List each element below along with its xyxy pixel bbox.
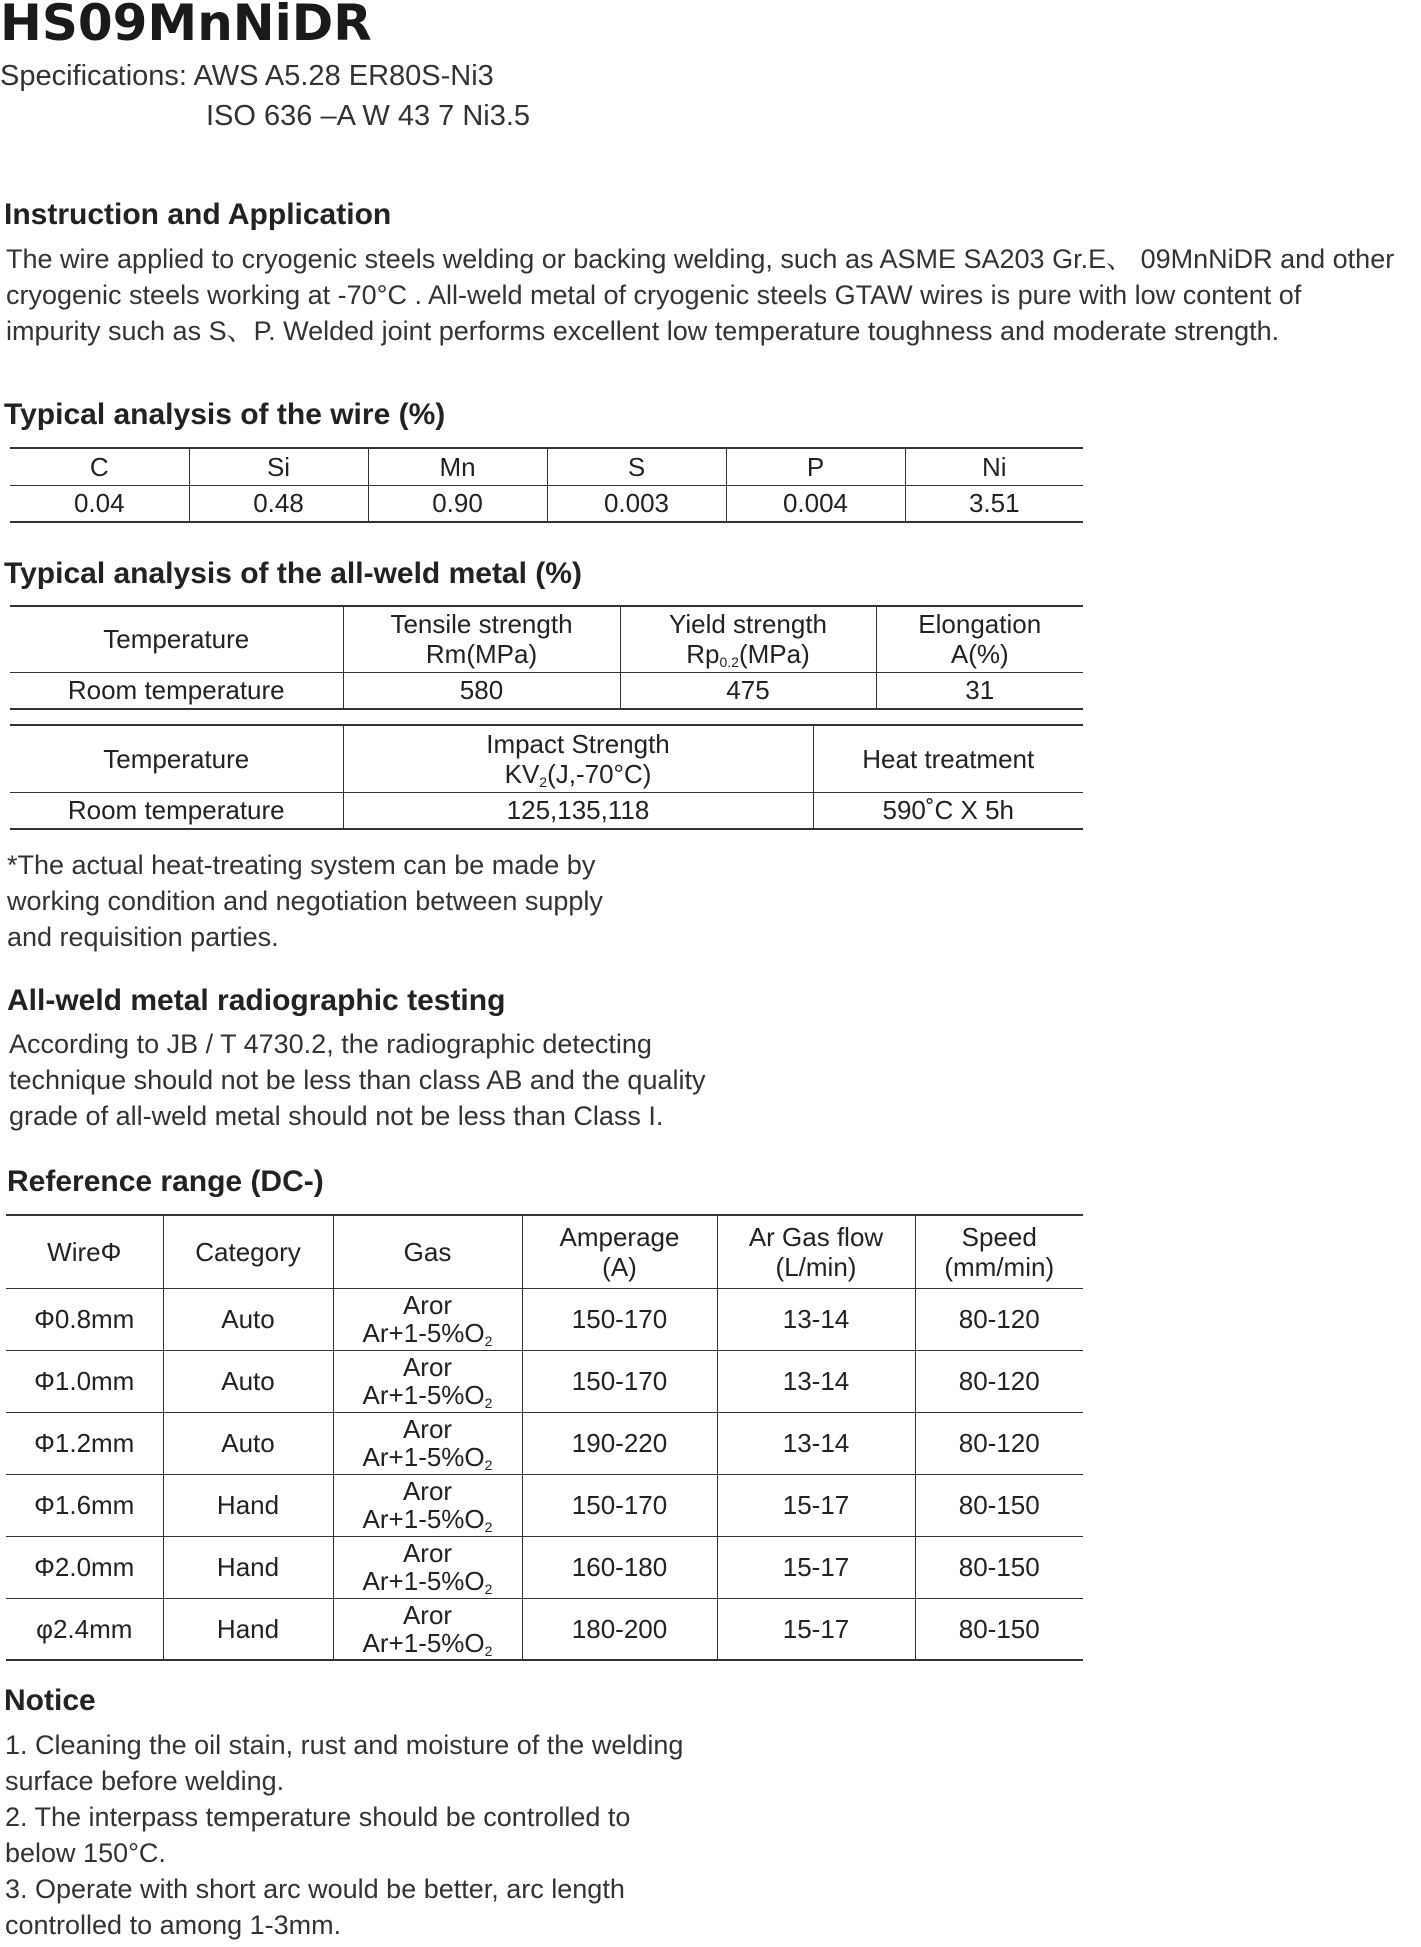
notice-line: surface before welding.: [5, 1766, 285, 1796]
header-temperature: Temperature: [10, 606, 343, 672]
table-cell: 475: [620, 672, 876, 709]
table-row: [6, 1350, 1083, 1412]
header-gas-flow: [717, 1215, 915, 1288]
table-row: [6, 1474, 1083, 1536]
cell-wire: Φ2.0mm: [6, 1536, 163, 1598]
radiographic-line: grade of all-weld metal should not be less than Class I.: [9, 1101, 664, 1131]
gas-line: [334, 1381, 522, 1409]
header-cell: S: [547, 448, 726, 485]
cell-gas: [333, 1288, 522, 1350]
product-title: HS09MnNiDR: [0, 0, 372, 52]
table-row: [10, 485, 1083, 522]
table-cell: 0.48: [189, 485, 368, 522]
header-text: (MPa): [738, 639, 810, 670]
header-line: Elongation: [918, 609, 1042, 640]
specification-aws: AWS A5.28 ER80S-Ni3: [193, 60, 494, 92]
header-line: Ar Gas flow: [748, 1221, 884, 1252]
header-line: [344, 759, 813, 789]
header-yield-strength: [620, 606, 876, 672]
gas-line: Aror: [402, 1538, 453, 1568]
footnote-line: *The actual heat-treating system can be made by: [7, 850, 596, 880]
cell-category: Hand: [163, 1598, 333, 1660]
cell-gas-flow: 15-17: [717, 1474, 915, 1536]
specifications-label: Specifications:: [0, 60, 187, 92]
radiographic-line: According to JB / T 4730.2, the radiographic detecting: [9, 1029, 652, 1059]
impact-strength-table: [10, 724, 1083, 830]
header-line: A(%): [950, 639, 1009, 670]
header-amperage: [522, 1215, 717, 1288]
header-line: Amperage: [559, 1221, 680, 1252]
gas-line: [334, 1443, 522, 1471]
header-line: Speed: [961, 1221, 1037, 1252]
header-temperature: Temperature: [10, 725, 343, 792]
header-line: Tensile strength: [390, 609, 573, 640]
wire-analysis-table: [10, 447, 1083, 523]
cell-speed: 80-150: [915, 1598, 1083, 1660]
header-text: KV: [504, 758, 540, 789]
notice-line: 2. The interpass temperature should be controlled to: [5, 1802, 631, 1832]
wire-analysis-heading: Typical analysis of the wire (%): [4, 398, 446, 431]
cell-amperage: 150-170: [522, 1474, 717, 1536]
gas-text: Ar+1-5%O: [362, 1504, 485, 1534]
weld-analysis-heading: Typical analysis of the all-weld metal (%): [4, 557, 582, 590]
table-row: [6, 1412, 1083, 1474]
subscript: 2: [484, 1457, 493, 1473]
cell-gas-flow: 13-14: [717, 1412, 915, 1474]
gas-line: Aror: [402, 1414, 453, 1444]
specifications: [0, 60, 494, 93]
table-cell: 0.004: [726, 485, 905, 522]
cell-gas-flow: 15-17: [717, 1598, 915, 1660]
notice-line: 1. Cleaning the oil stain, rust and moisture of the welding: [5, 1730, 684, 1760]
cell-wire: Φ1.6mm: [6, 1474, 163, 1536]
gas-line: [334, 1567, 522, 1595]
table-row: [6, 1536, 1083, 1598]
cell-gas: [333, 1412, 522, 1474]
header-line: Yield strength: [668, 609, 828, 640]
radiographic-heading: All-weld metal radiographic testing: [7, 984, 506, 1017]
cell-category: Auto: [163, 1288, 333, 1350]
header-line: (L/min): [775, 1251, 857, 1282]
cell-amperage: 190-220: [522, 1412, 717, 1474]
cell-gas-flow: 13-14: [717, 1350, 915, 1412]
gas-line: Aror: [402, 1599, 453, 1630]
gas-line: [334, 1319, 522, 1347]
header-text: (J,-70°C): [547, 758, 652, 789]
header-line: [621, 639, 876, 669]
cell-gas: [333, 1598, 522, 1660]
cell-speed: 80-120: [915, 1350, 1083, 1412]
gas-line: [334, 1505, 522, 1533]
cell-gas: [333, 1536, 522, 1598]
notice-text: [5, 1727, 683, 1943]
cell-wire: Φ0.8mm: [6, 1288, 163, 1350]
table-row: [10, 672, 1083, 709]
cell-gas-flow: 13-14: [717, 1288, 915, 1350]
table-header-row: [10, 725, 1083, 792]
notice-line: below 150°C.: [5, 1838, 166, 1868]
header-text: Rp: [686, 639, 720, 670]
heat-treatment-footnote: [7, 847, 603, 955]
instruction-line: cryogenic steels working at -70°C . All-weld metal of cryogenic steels GTAW wires is pure with low content of: [6, 280, 1302, 310]
header-cell: Mn: [368, 448, 547, 485]
header-gas: Gas: [333, 1215, 522, 1288]
cell-category: Auto: [163, 1412, 333, 1474]
gas-line: Aror: [402, 1476, 453, 1506]
radiographic-text: [9, 1026, 705, 1134]
subscript: 2: [539, 773, 548, 790]
header-elongation: [876, 606, 1083, 672]
subscript: 2: [484, 1333, 493, 1349]
cell-wire: Φ1.2mm: [6, 1412, 163, 1474]
gas-text: Ar+1-5%O: [362, 1442, 485, 1472]
cell-category: Hand: [163, 1474, 333, 1536]
gas-text: Ar+1-5%O: [362, 1627, 485, 1658]
cell-speed: 80-120: [915, 1412, 1083, 1474]
table-row: [6, 1288, 1083, 1350]
header-cell: Si: [189, 448, 368, 485]
cell-gas: [333, 1474, 522, 1536]
instruction-line: impurity such as S、P. Welded joint performs excellent low temperature toughness and moderate strength.: [6, 316, 1280, 346]
table-cell: 0.04: [10, 485, 189, 522]
cell-amperage: 160-180: [522, 1536, 717, 1598]
cell-wire: Φ1.0mm: [6, 1350, 163, 1412]
cell-wire: φ2.4mm: [6, 1598, 163, 1660]
header-cell: Ni: [905, 448, 1083, 485]
subscript: 2: [484, 1581, 493, 1597]
gas-line: Aror: [402, 1352, 453, 1382]
table-cell: 31: [876, 672, 1083, 709]
header-line: (mm/min): [944, 1251, 1055, 1282]
header-cell: P: [726, 448, 905, 485]
header-wire: WireΦ: [6, 1215, 163, 1288]
table-cell: 590˚C X 5h: [813, 792, 1083, 829]
reference-range-table: [6, 1214, 1083, 1661]
notice-line: controlled to among 1-3mm.: [5, 1910, 342, 1940]
header-tensile-strength: [343, 606, 620, 672]
table-cell: 0.90: [368, 485, 547, 522]
header-heat-treatment: Heat treatment: [813, 725, 1083, 792]
table-row: [10, 792, 1083, 829]
footnote-line: and requisition parties.: [7, 922, 279, 952]
notice-heading: Notice: [4, 1684, 96, 1717]
table-cell: Room temperature: [10, 792, 343, 829]
subscript: 0.2: [719, 654, 739, 671]
cell-category: Hand: [163, 1536, 333, 1598]
reference-range-heading: Reference range (DC-): [7, 1165, 324, 1198]
subscript: 2: [484, 1519, 493, 1535]
header-impact-strength: [343, 725, 813, 792]
instruction-text: [6, 241, 1394, 349]
instruction-heading: Instruction and Application: [4, 198, 392, 231]
subscript: 2: [484, 1642, 493, 1659]
subscript: 2: [484, 1395, 493, 1411]
cell-gas: [333, 1350, 522, 1412]
cell-amperage: 180-200: [522, 1598, 717, 1660]
header-cell: C: [10, 448, 189, 485]
header-line: (A): [602, 1251, 637, 1282]
cell-speed: 80-150: [915, 1474, 1083, 1536]
footnote-line: working condition and negotiation between supply: [7, 886, 603, 916]
table-cell: 0.003: [547, 485, 726, 522]
header-line: Impact Strength: [486, 728, 670, 759]
notice-line: 3. Operate with short arc would be better, arc length: [5, 1874, 625, 1904]
table-header-row: [10, 606, 1083, 672]
header-speed: [915, 1215, 1083, 1288]
gas-text: Ar+1-5%O: [362, 1566, 485, 1596]
gas-text: Ar+1-5%O: [362, 1380, 485, 1410]
cell-speed: 80-150: [915, 1536, 1083, 1598]
cell-gas-flow: 15-17: [717, 1536, 915, 1598]
table-cell: 125,135,118: [343, 792, 813, 829]
table-cell: 3.51: [905, 485, 1083, 522]
gas-text: Ar+1-5%O: [362, 1318, 485, 1348]
table-cell: Room temperature: [10, 672, 343, 709]
cell-speed: 80-120: [915, 1288, 1083, 1350]
table-row: [6, 1598, 1083, 1660]
gas-line: [334, 1629, 522, 1657]
radiographic-line: technique should not be less than class AB and the quality: [9, 1065, 706, 1095]
header-category: Category: [163, 1215, 333, 1288]
header-line: Rm(MPa): [425, 639, 538, 670]
table-header-row: [6, 1215, 1083, 1288]
mechanical-properties-table: [10, 605, 1083, 710]
table-header-row: [10, 448, 1083, 485]
cell-category: Auto: [163, 1350, 333, 1412]
instruction-line: The wire applied to cryogenic steels welding or backing welding, such as ASME SA203 Gr.E、 09MnNiDR and other: [6, 244, 1395, 274]
cell-amperage: 150-170: [522, 1350, 717, 1412]
specification-iso: ISO 636 –A W 43 7 Ni3.5: [206, 100, 531, 132]
gas-line: Aror: [402, 1290, 453, 1320]
cell-amperage: 150-170: [522, 1288, 717, 1350]
table-cell: 580: [343, 672, 620, 709]
